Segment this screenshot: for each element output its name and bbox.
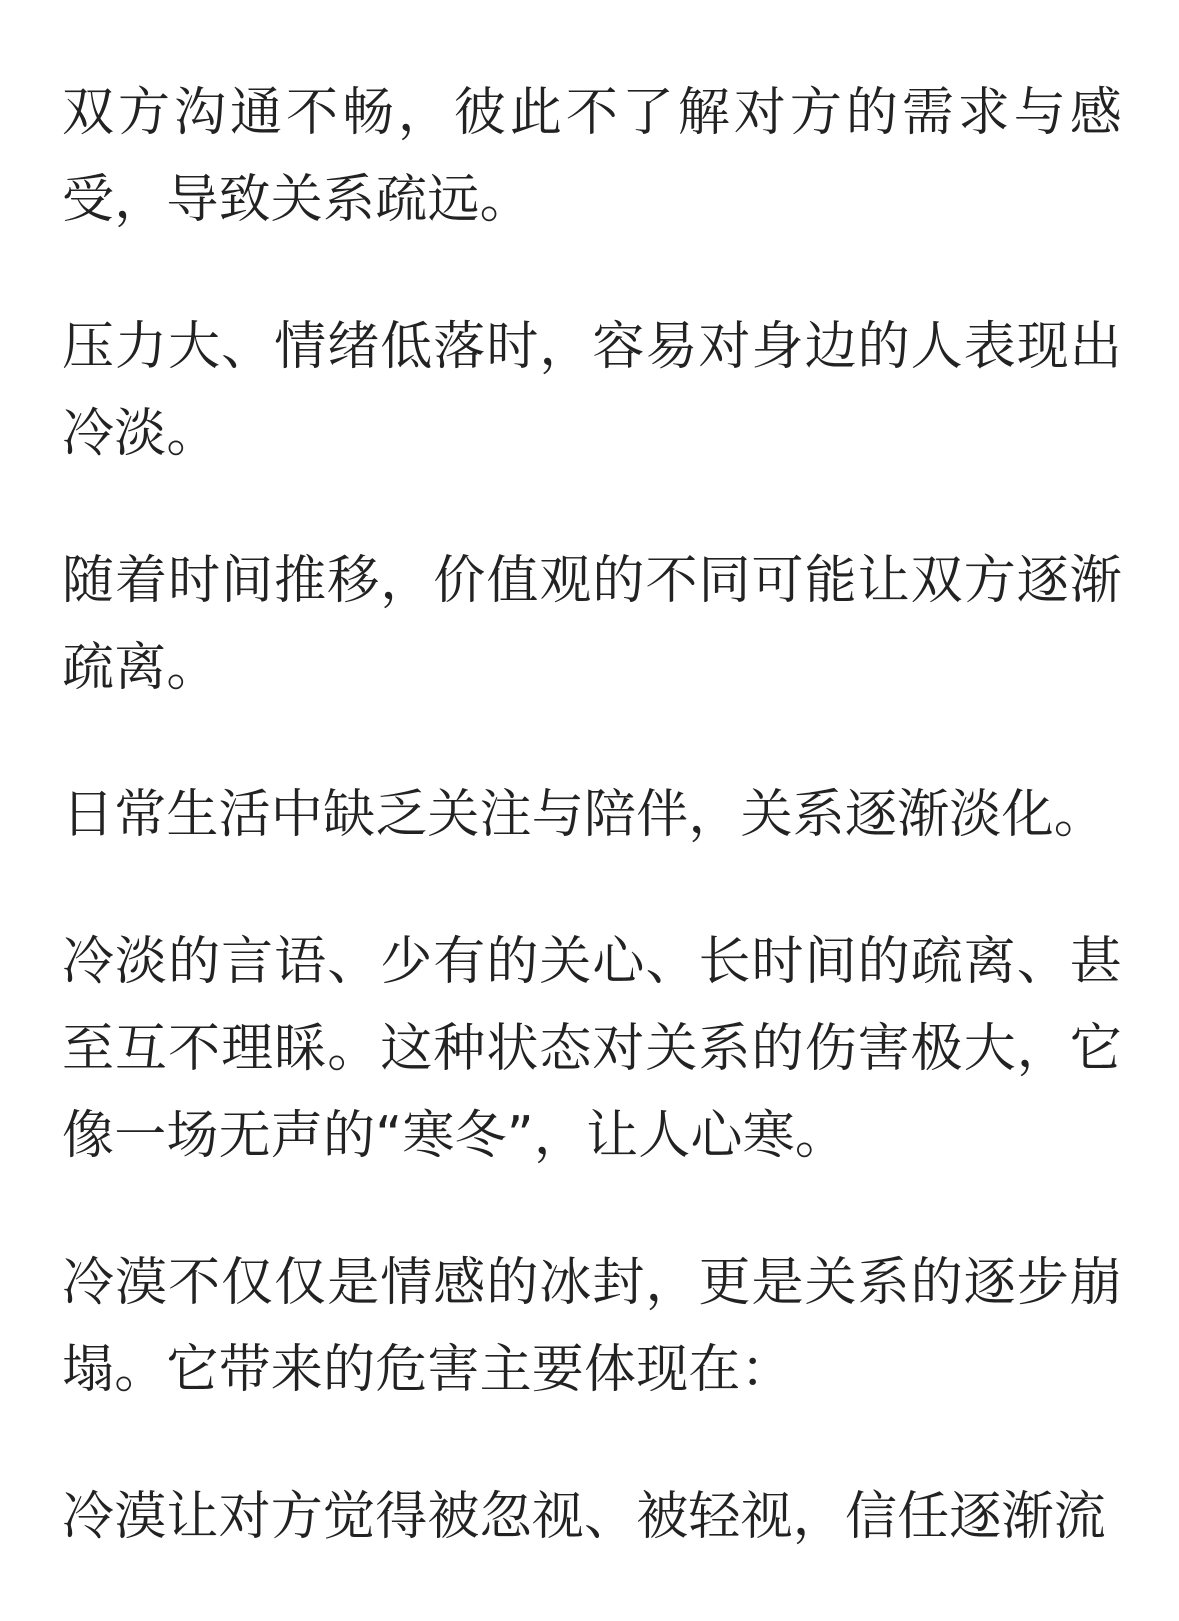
paragraph-trust: 冷漠让对方觉得被忽视、被轻视，信任逐渐流: [62, 1487, 1107, 1547]
paragraph-values: 随着时间推移，价值观的不同可能让双方逐渐疏离。: [62, 551, 1122, 698]
paragraph-communication: 双方沟通不畅，彼此不了解对方的需求与感受，导致关系疏远。: [62, 83, 1122, 230]
paragraph-attention: 日常生活中缺乏关注与陪伴，关系逐渐淡化。: [62, 785, 1107, 845]
article-body: [62, 70, 1122, 1621]
paragraph-stress: 压力大、情绪低落时，容易对身边的人表现出冷淡。: [62, 317, 1122, 464]
paragraph-harm-intro: 冷漠不仅仅是情感的冰封，更是关系的逐步崩塌。它带来的危害主要体现在：: [62, 1253, 1122, 1400]
paragraph-cold-behavior: 冷淡的言语、少有的关心、长时间的疏离、甚至互不理睬。这种状态对关系的伤害极大，它像一场无声的“寒冬”，让人心寒。: [62, 932, 1122, 1166]
